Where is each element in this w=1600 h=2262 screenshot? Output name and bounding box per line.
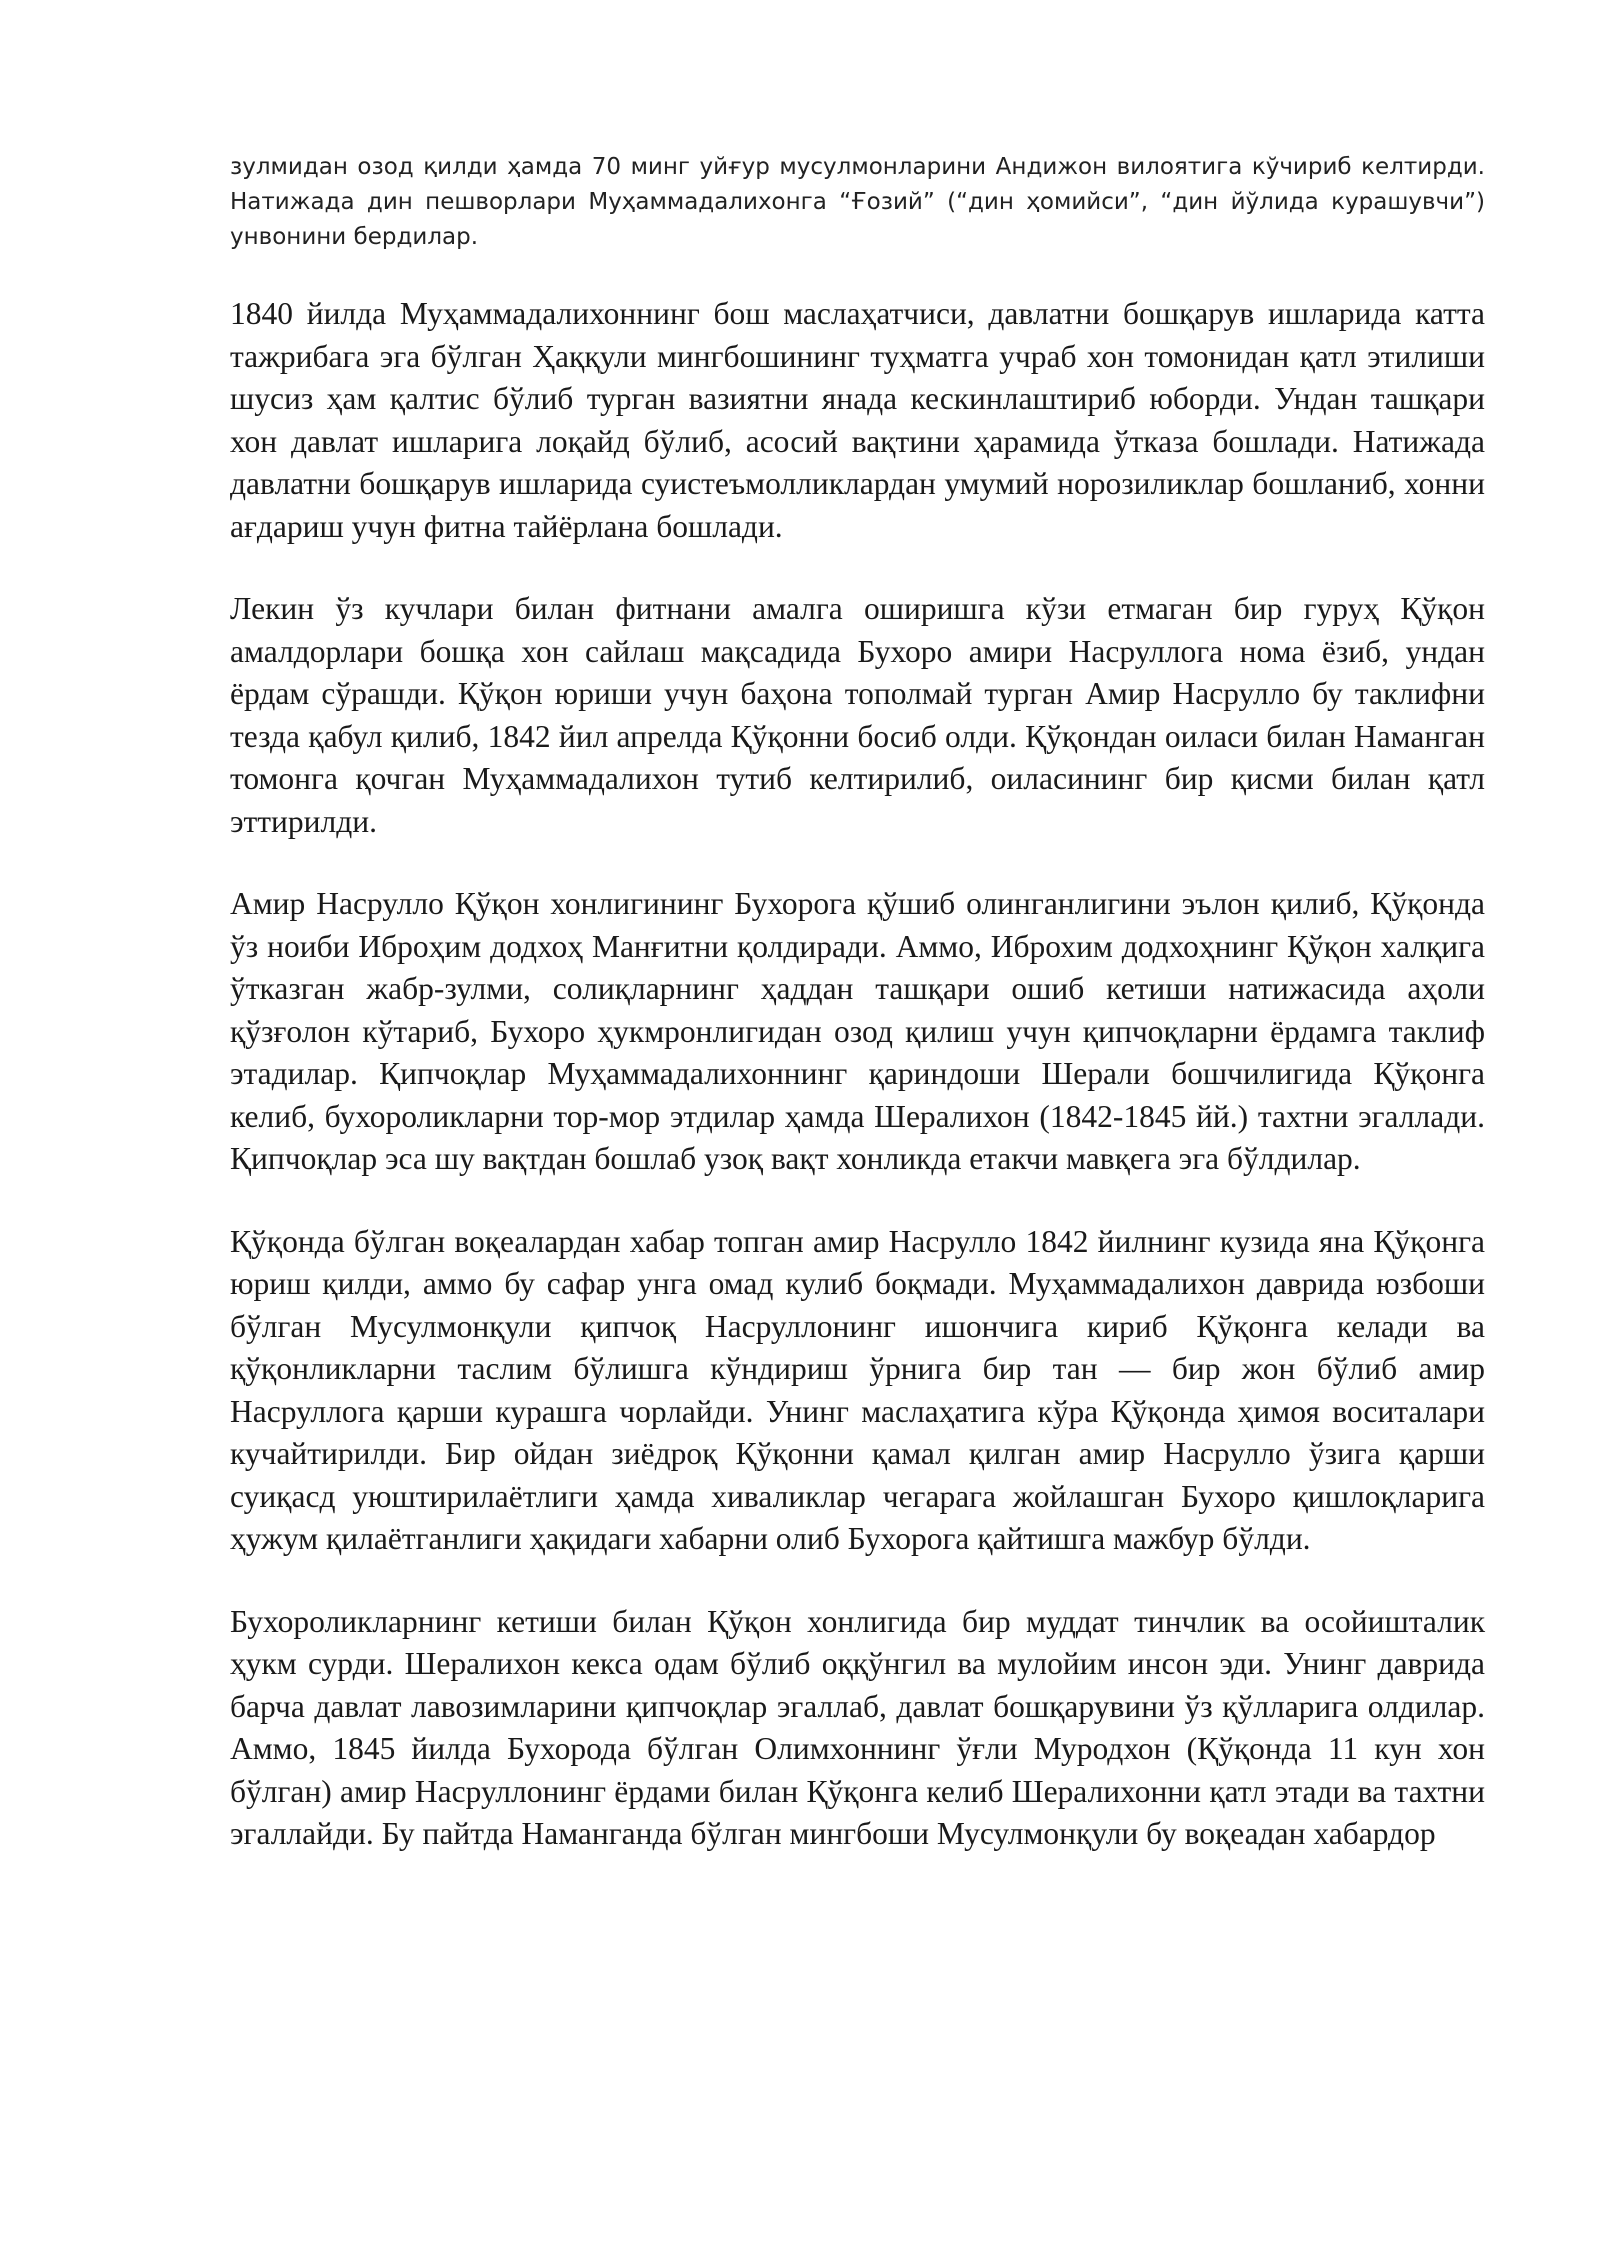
- paragraph-shералихон-rise: Амир Насрулло Қўқон хонлигининг Бухорога қўшиб олинганлигини эълон қилиб, Қўқонда ўз ноиби Иброҳим додхоҳ Манғитни қолдиради. Аммо, Иброхим додхоҳнинг Қўқон халқига ўтказган жабр-зулми, солиқларнинг ҳаддан ташқари ошиб кетиши натижасида аҳоли қўзғолон кўтариб, Бухоро ҳукмронлигидан озод қилиш учун қипчоқларни ёрдамга таклиф этадилар. Қипчоқлар Муҳаммадалихоннинг қариндоши Шерали бошчилигида Қўқонга келиб, бухороликларни тор-мор этдилар ҳамда Шералихон (1842-1845 йй.) тахтни эгаллади. Қипчоқлар эса шу вақтдан бошлаб узоқ вақт хонликда етакчи мавқега эга бўлдилар.: [230, 886, 1485, 1176]
- paragraph-bukhara-invasion: Лекин ўз кучлари билан фитнани амалга оширишга кўзи етмаган бир гуруҳ Қўқон амалдорлари бошқа хон сайлаш мақсадида Бухоро амири Насруллога нома ёзиб, ундан ёрдам сўрашди. Қўқон юриши учун баҳона тополмай турган Амир Насрулло бу таклифни тезда қабул қилиб, 1842 йил апрелда Қўқонни босиб олди. Қўқондан оиласи билан Наманган томонга қочган Муҳаммадалихон тутиб келтирилиб, оиласининг бир қисми билан қатл эттирилди.: [230, 591, 1485, 839]
- paragraph-siege-of-kokand: Қўқонда бўлган воқеалардан хабар топган амир Насрулло 1842 йилнинг кузида яна Қўқонга юриш қилди, аммо бу сафар унга омад кулиб боқмади. Муҳаммадалихон даврида юзбоши бўлган Мусулмонқули қипчоқ Насруллонинг ишончига кириб Қўқонга келади ва қўқонликларни таслим бўлишга кўндириш ўрнига бир тан — бир жон бўлиб амир Насруллога қарши курашга чорлайди. Унинг маслаҳатига кўра Қўқонда ҳимоя воситалари кучайтирилди. Бир ойдан зиёдроқ Қўқонни қамал қилган амир Насрулло ўзига қарши суиқасд уюштирилаётлиги ҳамда хиваликлар чегарага жойлашган Бухоро қишлоқларига ҳужум қилаётганлиги ҳақидаги хабарни олиб Бухорога қайтишга мажбур бўлди.: [230, 1223, 1485, 1556]
- lead-paragraph: зулмидан озод қилди ҳамда 70 минг уйғур мусулмонларини Андижон вилоятига кўчириб келтирди. Натижада дин пешворлари Муҳаммадалихонга “Ғозий” (“дин ҳомийси”, “дин йўлида курашувчи”) унвонини бердилар.: [230, 154, 1485, 250]
- paragraph-murodkhon: Бухороликларнинг кетиши билан Қўқон хонлигида бир муддат тинчлик ва осойишталик ҳукм сурди. Шералихон кекса одам бўлиб оққўнгил ва мулойим инсон эди. Унинг даврида барча давлат лавозимларини қипчоқлар эгаллаб, давлат бошқарувини ўз қўлларига олдилар. Аммо, 1845 йилда Бухорода бўлган Олимхоннинг ўғли Муродхон (Қўқонда 11 кун хон бўлган) амир Насруллонинг ёрдами билан Қўқонга келиб Шералихонни қатл этади ва тахтни эгаллайди. Бу пайтда Наманганда бўлган мингбоши Мусулмонқули бу воқеадан хабардор: [230, 1603, 1485, 1851]
- document-page: [230, 150, 1485, 1896]
- paragraph-1840-events: 1840 йилда Муҳаммадалихоннинг бош маслаҳатчиси, давлатни бошқарув ишларида катта тажрибага эга бўлган Ҳаққули мингбошининг туҳматга учраб хон томонидан қатл этилиши шусиз ҳам қалтис бўлиб турган вазиятни янада кескинлаштириб юборди. Ундан ташқари хон давлат ишларига лоқайд бўлиб, асосий вақтини ҳарамида ўтказа бошлади. Натижада давлатни бошқарув ишларида суистеъмолликлардан умумий норозиликлар бошланиб, хонни ағдариш учун фитна тайёрлана бошлади.: [230, 296, 1485, 544]
